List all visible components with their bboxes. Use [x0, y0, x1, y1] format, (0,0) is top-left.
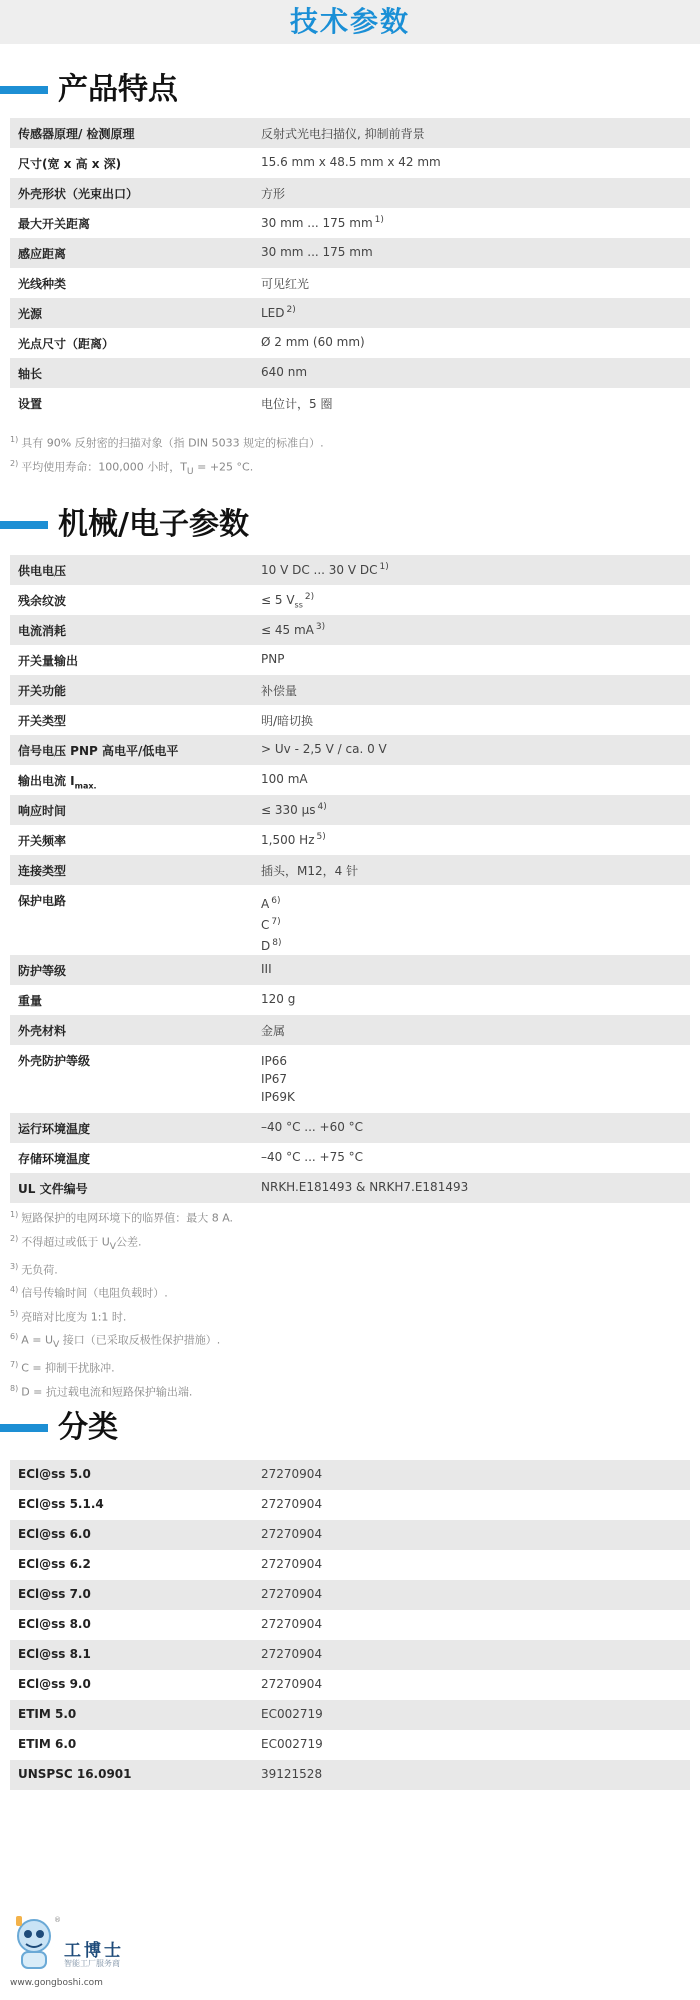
spec-value-text: 27270904 — [261, 1617, 323, 1631]
spec-key-text: UNSPSC 16.0901 — [18, 1767, 132, 1781]
spec-key-text: ECl@ss 7.0 — [18, 1587, 91, 1601]
spec-value-text: EC002719 — [261, 1707, 323, 1721]
spec-value-text: 27270904 — [261, 1587, 323, 1601]
spec-key — [10, 1173, 253, 1203]
spec-value-text: PNP — [261, 652, 285, 666]
spec-value-text: IP66 — [261, 1054, 288, 1068]
spec-key — [10, 765, 253, 795]
table-row — [10, 1113, 690, 1143]
spec-value-text: A — [261, 897, 270, 911]
spec-table — [10, 1460, 690, 1790]
spec-key-text: 重量 — [18, 994, 43, 1008]
footnote — [10, 1304, 690, 1328]
spec-value-line — [261, 1088, 682, 1106]
table-row — [10, 1670, 690, 1700]
spec-value-text: IP69K — [261, 1090, 295, 1104]
spec-key-text: ETIM 5.0 — [18, 1707, 77, 1721]
spec-key-text: 传感器原理/ 检测原理 — [18, 127, 135, 141]
spec-key-text: 运行环境温度 — [18, 1122, 91, 1136]
spec-value-text: 27270904 — [261, 1557, 323, 1571]
spec-value-text: –40 °C ... +75 °C — [261, 1150, 364, 1164]
spec-value — [253, 178, 690, 208]
spec-value-line — [261, 913, 682, 934]
spec-value-text: D — [261, 939, 271, 953]
spec-value — [253, 1640, 690, 1670]
spec-value — [253, 1173, 690, 1203]
footnote-ref: 2) — [286, 305, 296, 315]
footnote-number: 7) — [10, 1360, 19, 1370]
spec-value-text: 27270904 — [261, 1467, 323, 1481]
footnote-number: 2) — [10, 1233, 19, 1243]
spec-key-text: 开关量输出 — [18, 654, 79, 668]
spec-value — [253, 585, 690, 615]
table-row — [10, 1610, 690, 1640]
spec-value — [253, 118, 690, 148]
spec-value — [253, 1760, 690, 1790]
spec-key-text: 保护电路 — [18, 894, 67, 908]
spec-value-text: EC002719 — [261, 1737, 323, 1751]
table-row — [10, 1550, 690, 1580]
footnote-text: 短路保护的电网环境下的临界值：最大 8 A. — [21, 1211, 234, 1225]
spec-key — [10, 645, 253, 675]
footnote — [10, 1327, 690, 1355]
spec-key — [10, 118, 253, 148]
footnotes — [10, 430, 690, 482]
spec-key-text: 最大开关距离 — [18, 217, 91, 231]
spec-key-text: 设置 — [18, 397, 43, 411]
footnote-number: 5) — [10, 1308, 19, 1318]
spec-value-text: 插头，M12，4 针 — [261, 864, 359, 878]
table-row — [10, 765, 690, 795]
robot-mascot-icon — [10, 1914, 58, 1978]
table-row — [10, 585, 690, 615]
footnote — [10, 1379, 690, 1403]
spec-value — [253, 645, 690, 675]
footnote-ref: 1) — [379, 562, 389, 572]
table-row — [10, 1640, 690, 1670]
footnote-ref: 2) — [304, 592, 315, 602]
section-title: 分类 — [58, 1410, 118, 1445]
spec-key — [10, 825, 253, 855]
table-row — [10, 238, 690, 268]
logo-brand: 工博士 — [64, 1941, 124, 1961]
spec-value-line — [261, 934, 682, 955]
spec-key — [10, 885, 253, 955]
spec-key-text: 外壳防护等级 — [18, 1054, 91, 1068]
table-row — [10, 1760, 690, 1790]
footnote-text: 无负荷. — [21, 1263, 58, 1277]
spec-value — [253, 615, 690, 645]
spec-value-text: 补偿量 — [261, 684, 298, 698]
spec-key-text: 开关频率 — [18, 834, 67, 848]
table-row — [10, 1460, 690, 1490]
spec-key-text: ECl@ss 6.0 — [18, 1527, 91, 1541]
logo-tagline: 智能工厂服务商 — [64, 1959, 120, 1968]
spec-value-line — [261, 1070, 682, 1088]
spec-key-text: 开关功能 — [18, 684, 67, 698]
spec-value-text: ≤ 330 µs — [261, 803, 316, 817]
spec-value — [253, 1045, 690, 1113]
footnote-number: 4) — [10, 1285, 19, 1295]
spec-key-text: ETIM 6.0 — [18, 1737, 77, 1751]
spec-value-line — [261, 892, 682, 913]
spec-value-text: C — [261, 918, 270, 932]
table-row — [10, 645, 690, 675]
section-header — [0, 505, 700, 545]
spec-key — [10, 735, 253, 765]
spec-key — [10, 675, 253, 705]
spec-key-text: 轴长 — [18, 367, 43, 381]
spec-key — [10, 178, 253, 208]
spec-key — [10, 1460, 253, 1490]
footnote-number: 1) — [10, 435, 19, 444]
table-row — [10, 388, 690, 418]
page-title: 技术参数 — [289, 5, 410, 38]
spec-value — [253, 1520, 690, 1550]
spec-key-text: ECl@ss 5.0 — [18, 1467, 91, 1481]
spec-key — [10, 1610, 253, 1640]
spec-key-subscript: max. — [74, 781, 97, 791]
spec-value — [253, 1730, 690, 1760]
table-row — [10, 1015, 690, 1045]
table-row — [10, 955, 690, 985]
spec-value-text: 100 mA — [261, 772, 308, 786]
spec-key-text: 外壳材料 — [18, 1024, 67, 1038]
spec-key-text: 感应距离 — [18, 247, 67, 261]
table-row — [10, 615, 690, 645]
spec-value — [253, 1700, 690, 1730]
table-row — [10, 1730, 690, 1760]
spec-value — [253, 388, 690, 418]
spec-value — [253, 328, 690, 358]
spec-value-text: ≤ 45 mA — [261, 623, 314, 637]
footnote-text: D = 抗过载电流和短路保护输出端. — [21, 1385, 193, 1399]
spec-value — [253, 985, 690, 1015]
spec-key — [10, 1550, 253, 1580]
footnote-text-tail: 公差. — [116, 1235, 142, 1249]
footnote-text: C = 抑制干扰脉冲. — [21, 1361, 115, 1375]
footnote — [10, 454, 690, 482]
spec-key — [10, 585, 253, 615]
spec-value-text: III — [261, 962, 272, 976]
spec-value-text: 640 nm — [261, 365, 308, 379]
spec-key-text: 防护等级 — [18, 964, 67, 978]
spec-value-text: LED — [261, 306, 285, 320]
spec-value-text: 电位计，5 圈 — [261, 397, 333, 411]
table-row — [10, 985, 690, 1015]
spec-value — [253, 1490, 690, 1520]
spec-key — [10, 148, 253, 178]
spec-value-text: Ø 2 mm (60 mm) — [261, 335, 365, 349]
spec-key-text: 电流消耗 — [18, 624, 67, 638]
spec-value — [253, 705, 690, 735]
table-row — [10, 885, 690, 955]
spec-value-text: 39121528 — [261, 1767, 323, 1781]
footnote-ref: 3) — [315, 622, 326, 632]
spec-key — [10, 1670, 253, 1700]
spec-key-text: 供电电压 — [18, 564, 67, 578]
footnote-subscript: V — [53, 1339, 60, 1351]
spec-key — [10, 298, 253, 328]
spec-value-text: 120 g — [261, 992, 296, 1006]
table-row — [10, 1045, 690, 1113]
footnote-text: 亮暗对比度为 1:1 时. — [21, 1310, 127, 1324]
table-row — [10, 358, 690, 388]
spec-key-text: 光点尺寸（距离） — [18, 337, 115, 351]
spec-key — [10, 1520, 253, 1550]
spec-key — [10, 328, 253, 358]
footnote-text: 信号传输时间（电阻负载时）. — [21, 1286, 168, 1300]
table-row — [10, 1490, 690, 1520]
spec-key-text: 开关类型 — [18, 714, 67, 728]
table-row — [10, 118, 690, 148]
footnote-text-tail: = +25 °C. — [193, 460, 254, 474]
footnote-text-tail: 接口（已采取反极性保护措施）. — [59, 1334, 221, 1348]
spec-value-text: –40 °C ... +60 °C — [261, 1120, 364, 1134]
spec-value — [253, 555, 690, 585]
spec-key — [10, 1015, 253, 1045]
spec-value — [253, 1580, 690, 1610]
spec-key — [10, 1490, 253, 1520]
spec-key — [10, 705, 253, 735]
spec-table — [10, 118, 690, 418]
spec-value — [253, 765, 690, 795]
footnote — [10, 1229, 690, 1257]
table-row — [10, 1173, 690, 1203]
table-row — [10, 1520, 690, 1550]
table-row — [10, 148, 690, 178]
footnote-ref: 1) — [374, 215, 384, 225]
spec-key — [10, 1700, 253, 1730]
spec-key-text: ECl@ss 9.0 — [18, 1677, 91, 1691]
table-row — [10, 705, 690, 735]
spec-key-text: 光源 — [18, 307, 43, 321]
spec-value — [253, 955, 690, 985]
spec-key — [10, 268, 253, 298]
spec-value-text: 金属 — [261, 1024, 286, 1038]
spec-value-text: 27270904 — [261, 1677, 323, 1691]
spec-key-text: ECl@ss 6.2 — [18, 1557, 91, 1571]
spec-value-text: 30 mm ... 175 mm — [261, 245, 373, 259]
spec-key — [10, 795, 253, 825]
footnote — [10, 1280, 690, 1304]
footnote-ref: 7) — [271, 917, 281, 927]
spec-key — [10, 1760, 253, 1790]
section-header — [0, 1408, 700, 1448]
spec-key-text: 连接类型 — [18, 864, 67, 878]
footnote-subscript: U — [186, 465, 194, 477]
company-logo — [10, 1910, 170, 1990]
table-row — [10, 675, 690, 705]
spec-key — [10, 1640, 253, 1670]
spec-value-text: > Uv - 2,5 V / ca. 0 V — [261, 742, 387, 756]
spec-key — [10, 955, 253, 985]
page-header-banner — [0, 0, 700, 44]
footnote-ref: 4) — [317, 802, 327, 812]
spec-value-text: 27270904 — [261, 1527, 323, 1541]
spec-value — [253, 208, 690, 238]
spec-value-text: 反射式光电扫描仪, 抑制前背景 — [261, 127, 425, 141]
table-row — [10, 208, 690, 238]
section-title: 产品特点 — [58, 72, 178, 107]
spec-value-text: 可见红光 — [261, 277, 310, 291]
spec-value — [253, 1015, 690, 1045]
spec-value — [253, 885, 690, 955]
table-row — [10, 555, 690, 585]
section-header — [0, 70, 700, 110]
logo-url: www.gongboshi.com — [10, 1978, 103, 1988]
footnote-ref: 6) — [271, 896, 281, 906]
spec-key-text: ECl@ss 8.1 — [18, 1647, 91, 1661]
spec-value-text: NRKH.E181493 & NRKH7.E181493 — [261, 1180, 469, 1194]
footnote — [10, 430, 690, 454]
table-row — [10, 855, 690, 885]
spec-value — [253, 735, 690, 765]
spec-key-text: UL 文件编号 — [18, 1182, 88, 1196]
spec-value — [253, 358, 690, 388]
spec-value — [253, 268, 690, 298]
footnote — [10, 1355, 690, 1379]
spec-key-text: 残余纹波 — [18, 594, 67, 608]
footnotes — [10, 1205, 690, 1403]
spec-key-text: 信号电压 PNP 高电平/低电平 — [18, 744, 179, 758]
table-row — [10, 1580, 690, 1610]
spec-value-text: 15.6 mm x 48.5 mm x 42 mm — [261, 155, 441, 169]
spec-value — [253, 238, 690, 268]
footnote — [10, 1257, 690, 1281]
spec-key — [10, 208, 253, 238]
spec-value — [253, 795, 690, 825]
spec-value-subscript: ss — [294, 600, 303, 610]
table-row — [10, 298, 690, 328]
spec-key-text: ECl@ss 5.1.4 — [18, 1497, 104, 1511]
footnote-number: 6) — [10, 1332, 19, 1342]
footnote-text: A = U — [21, 1334, 54, 1348]
table-row — [10, 178, 690, 208]
spec-value — [253, 855, 690, 885]
table-row — [10, 328, 690, 358]
spec-value-text: 方形 — [261, 187, 286, 201]
spec-value — [253, 1610, 690, 1640]
spec-key — [10, 1730, 253, 1760]
spec-key-text: 存储环境温度 — [18, 1152, 91, 1166]
section-accent-bar — [0, 1424, 48, 1432]
spec-value — [253, 1550, 690, 1580]
spec-value — [253, 675, 690, 705]
footnote-text: 具有 90% 反射密的扫描对象（指 DIN 5033 规定的标准白）. — [21, 436, 324, 450]
spec-key — [10, 555, 253, 585]
footnote-text: 不得超过或低于 U — [21, 1235, 110, 1249]
footnote — [10, 1205, 690, 1229]
footnote-number: 2) — [10, 458, 19, 468]
table-row — [10, 825, 690, 855]
spec-key — [10, 358, 253, 388]
spec-value-text: 10 V DC ... 30 V DC — [261, 563, 378, 577]
footnote-text: 平均使用寿命：100,000 小时，T — [21, 460, 187, 474]
spec-value-text: 27270904 — [261, 1647, 323, 1661]
footnote-number: 8) — [10, 1383, 19, 1393]
spec-table — [10, 555, 690, 1203]
spec-key — [10, 855, 253, 885]
spec-key — [10, 615, 253, 645]
section-accent-bar — [0, 86, 48, 94]
spec-key — [10, 1045, 253, 1113]
footnote-number: 3) — [10, 1261, 19, 1271]
spec-value — [253, 825, 690, 855]
spec-value — [253, 1113, 690, 1143]
spec-value-text: 1,500 Hz — [261, 833, 315, 847]
spec-value-text: 30 mm ... 175 mm — [261, 216, 373, 230]
table-row — [10, 1143, 690, 1173]
registered-mark: ® — [54, 1916, 61, 1924]
spec-value-text: ≤ 5 V — [261, 593, 295, 607]
spec-value — [253, 1460, 690, 1490]
spec-value — [253, 298, 690, 328]
spec-key — [10, 1143, 253, 1173]
table-row — [10, 1700, 690, 1730]
footnote-subscript: V — [109, 1240, 117, 1252]
footnote-ref: 8) — [272, 938, 282, 948]
spec-value — [253, 148, 690, 178]
spec-key — [10, 238, 253, 268]
spec-key — [10, 388, 253, 418]
spec-key-text: 输出电流 I — [18, 774, 75, 788]
table-row — [10, 795, 690, 825]
footnote-number: 1) — [10, 1210, 19, 1219]
spec-value-text: IP67 — [261, 1072, 288, 1086]
spec-key-text: 外壳形状（光束出口） — [18, 187, 139, 201]
spec-key — [10, 985, 253, 1015]
spec-key-text: 光线种类 — [18, 277, 67, 291]
spec-value-text: 27270904 — [261, 1497, 323, 1511]
spec-value — [253, 1143, 690, 1173]
spec-value — [253, 1670, 690, 1700]
table-row — [10, 735, 690, 765]
spec-key-text: 响应时间 — [18, 804, 67, 818]
spec-key-text: ECl@ss 8.0 — [18, 1617, 91, 1631]
spec-value-line — [261, 1052, 682, 1070]
spec-key — [10, 1580, 253, 1610]
spec-key-text: 尺寸(宽 x 高 x 深) — [18, 157, 122, 171]
footnote-ref: 5) — [316, 832, 326, 842]
section-accent-bar — [0, 521, 48, 529]
table-row — [10, 268, 690, 298]
spec-value-text: 明/暗切换 — [261, 714, 314, 728]
spec-key — [10, 1113, 253, 1143]
section-title: 机械/电子参数 — [58, 507, 249, 542]
